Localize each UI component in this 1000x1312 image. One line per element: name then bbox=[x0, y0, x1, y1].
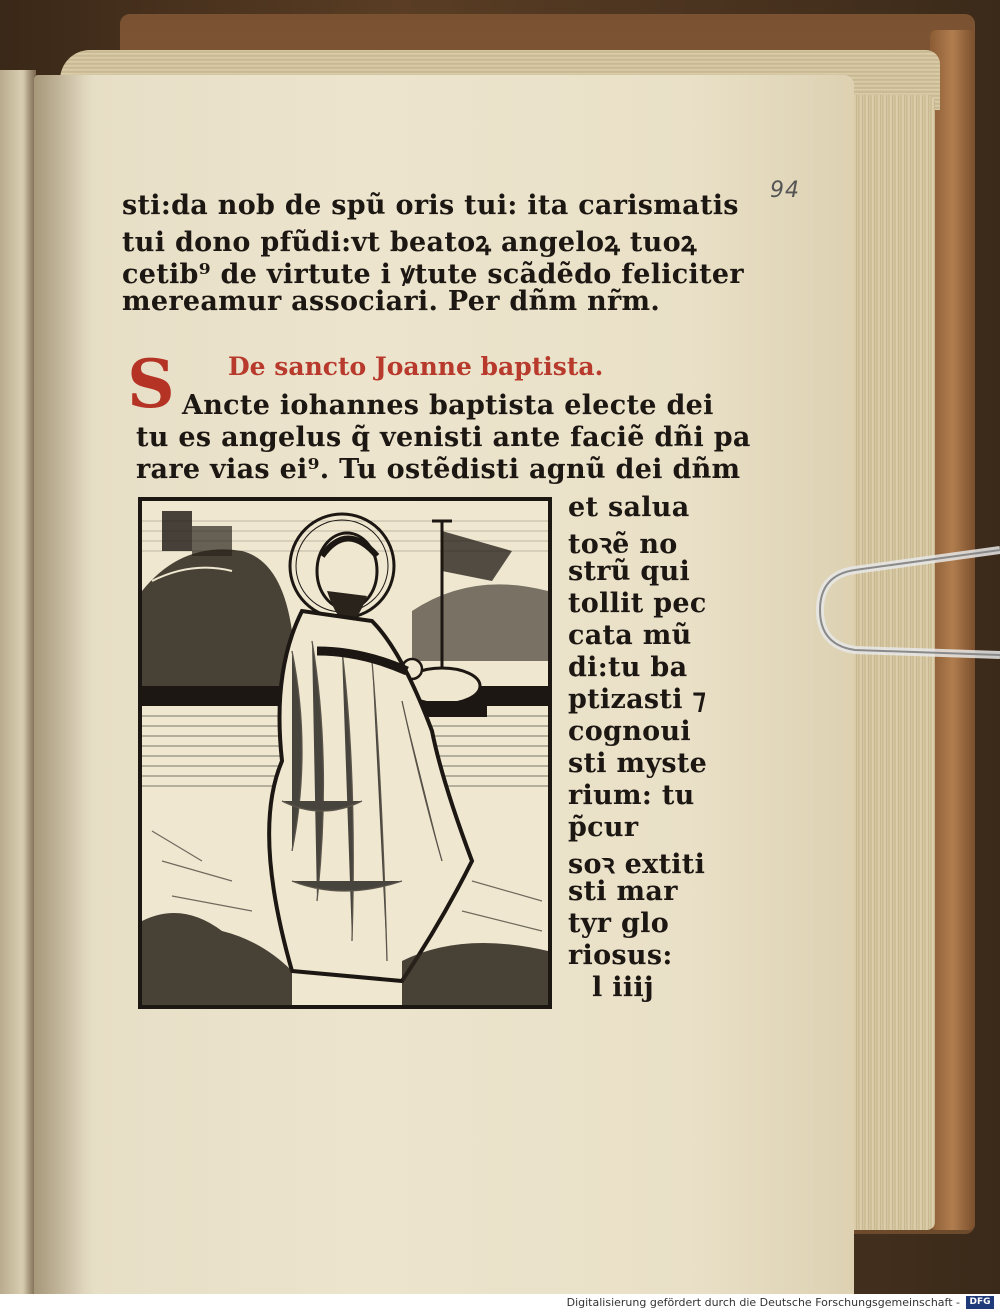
rubric-heading: De sancto Joanne baptista. bbox=[228, 352, 604, 381]
opening-text bbox=[122, 190, 744, 330]
text-line: l iiij bbox=[592, 972, 654, 1003]
woodcut-drawing bbox=[142, 501, 548, 1005]
text-line: sti mar bbox=[568, 876, 678, 907]
column-text bbox=[568, 492, 708, 1022]
text-line: soꝛ extiti bbox=[568, 849, 706, 880]
text-line: mereamur associari. Per dñm nr̃m. bbox=[122, 286, 661, 317]
text-line: strũ qui bbox=[568, 556, 691, 587]
text-line: p̃cur bbox=[568, 812, 639, 843]
text-line: sti myste bbox=[568, 748, 708, 779]
clip-icon bbox=[815, 540, 1000, 660]
text-line: riosus: bbox=[568, 940, 673, 971]
footer-credit: Digitalisierung gefördert durch die Deutsche Forschungsgemeinschaft - bbox=[566, 1296, 960, 1309]
page-shadow bbox=[34, 75, 94, 1305]
text-line: tollit pec bbox=[568, 588, 707, 619]
text-line: et salua bbox=[568, 492, 690, 523]
text-line: tui dono pfũdi:vt beatoꝝ angeloꝝ tuoꝝ bbox=[122, 227, 697, 258]
folio-number: 94 bbox=[770, 178, 800, 203]
page-stack-right bbox=[845, 95, 935, 1230]
red-initial: S bbox=[127, 345, 175, 423]
prayer-text bbox=[136, 390, 751, 490]
page-holder-clip bbox=[815, 540, 1000, 660]
dfg-logo: DFG bbox=[966, 1296, 994, 1309]
text-line: di:tu ba bbox=[568, 652, 688, 683]
text-line: tyr glo bbox=[568, 908, 670, 939]
text-line: tu es angelus q̃ venisti ante faciẽ dñi pa bbox=[136, 422, 751, 453]
text-line: rare vias ei⁹. Tu ostẽdisti agnũ dei dñm bbox=[136, 454, 741, 485]
woodcut-illustration bbox=[138, 497, 552, 1009]
text-line: cognoui bbox=[568, 716, 691, 747]
text-line: sti:da nob de spũ oris tui: ita carismatis bbox=[122, 190, 739, 221]
text-line: cata mũ bbox=[568, 620, 692, 651]
text-line: cetib⁹ de virtute i ꝟtute scãdẽdo feliciter bbox=[122, 259, 744, 290]
text-line: rium: tu bbox=[568, 780, 695, 811]
text-line: Ancte iohannes baptista electe dei bbox=[182, 390, 714, 421]
text-line: ptizasti ⁊ bbox=[568, 684, 707, 715]
text-line: toꝛẽ no bbox=[568, 529, 678, 560]
